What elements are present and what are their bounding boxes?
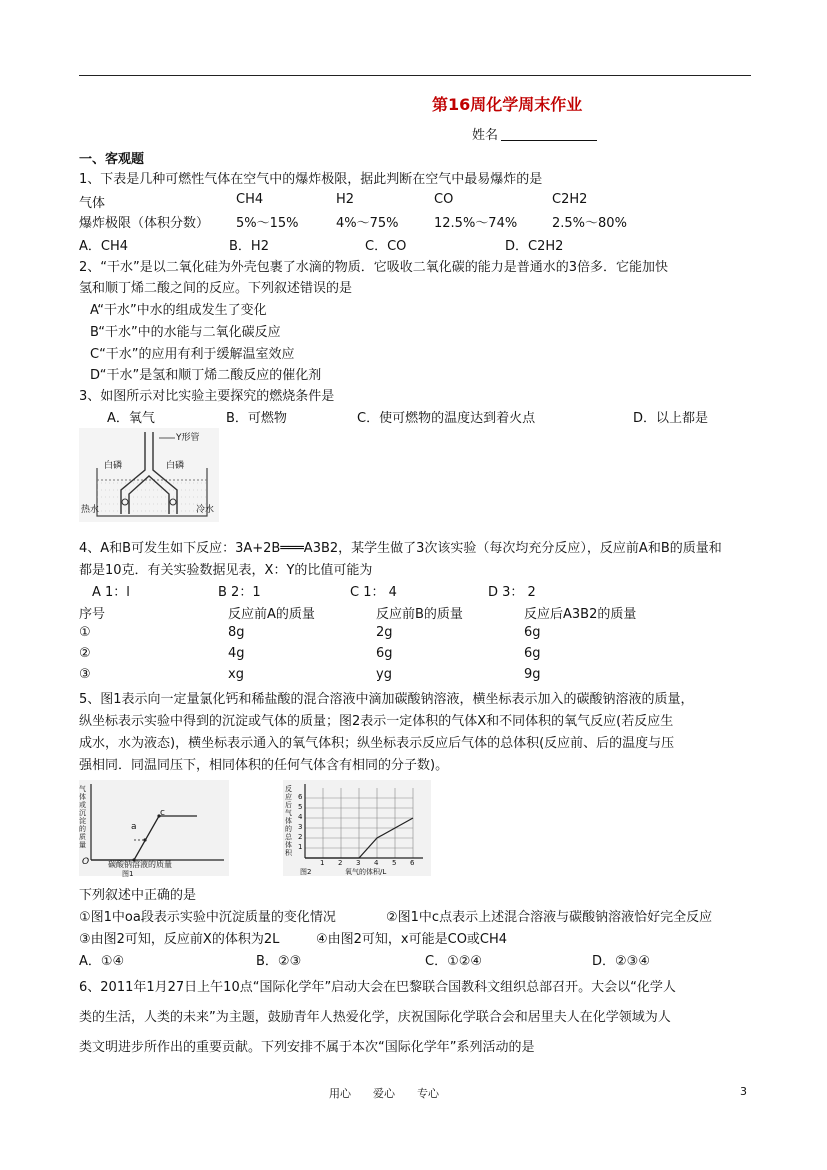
q4-table-cell: ① [79,625,91,640]
q3-option-b[interactable]: B．可燃物 [226,411,287,426]
q1-cell: 4%～75% [336,216,399,231]
q2-option-c[interactable]: C“干水”的应用有利于缓解温室效应 [90,347,295,362]
q1-cell: 12.5%～74% [434,216,518,231]
page-title: 第16周化学周末作业 [432,95,583,114]
fig2-ytick: 3 [298,823,303,831]
q3-option-a[interactable]: A．氧气 [107,411,155,426]
q1-option-b[interactable]: B．H2 [229,239,269,254]
q4-table-header: 反应前A的质量 [228,607,315,622]
q1-cell: 爆炸极限（体积分数） [79,216,210,231]
q5-stem-line2: 纵坐标表示实验中得到的沉淀或气体的质量；图2表示一定体积的气体X和不同体积的氧气反应(若反应生 [79,714,674,729]
q5-statement-2: ②图1中c点表示上述混合溶液与碳酸钠溶液恰好完全反应 [386,910,713,925]
q5-statement-1: ①图1中oa段表示实验中沉淀质量的变化情况 [79,910,336,925]
fig1-ylabel: 气体或沉淀的质量 [79,785,86,849]
q4-table-header: 序号 [79,607,106,622]
q2-stem-line1: 2、“干水”是以二氧化硅为外壳包裹了水滴的物质．它吸收二氧化碳的能力是普通水的3倍多．它能加快 [79,260,669,275]
fig2-xtick: 2 [338,859,343,867]
fig-label-white-phos-right: 白磷 [166,461,185,471]
fig2-xtick: 1 [320,859,325,867]
fig2-ytick: 6 [298,793,303,801]
fig-label-hot-water: 热水 [81,505,100,515]
q1-cell: H2 [336,192,355,207]
q4-table-cell: ② [79,646,91,661]
fig2-ytick: 4 [298,813,303,821]
q4-table-cell: 6g [376,646,393,661]
q2-option-d[interactable]: D“干水”是氢和顺丁烯二酸反应的催化剂 [90,368,322,383]
q4-table-cell: xg [228,667,244,682]
top-rule [79,75,751,76]
footer-motto: 用心 爱心 专心 [329,1087,439,1100]
q4-stem-line2: 都是10克．有关实验数据见表，X：Y的比值可能为 [79,563,373,578]
q1-cell: C2H2 [552,192,588,207]
q4-table-cell: 6g [524,646,541,661]
fig2-xtick: 3 [356,859,361,867]
q2-stem-line2: 氢和顺丁烯二酸之间的反应。下列叙述错误的是 [79,281,353,296]
q4-table-cell: yg [376,667,392,682]
fig2-xlabel: 氧气的体积/L [345,868,387,876]
q1-option-c[interactable]: C．CO [365,239,407,254]
q4-table-cell: ③ [79,667,91,682]
fig-label-cold-water: 冷水 [196,505,215,515]
fig2-xtick: 4 [374,859,379,867]
fig1-origin: O [82,857,90,867]
q5-stem-line1: 5、图1表示向一定量氯化钙和稀盐酸的混合溶液中滴加碳酸钠溶液，横坐标表示加入的碳酸钠溶液的质量， [79,692,694,707]
fig1-xlabel: 碳酸钠溶液的质量 [108,860,172,869]
q5-statement-4: ④由图2可知，x可能是CO或CH4 [316,932,508,947]
q1-cell: 2.5%～80% [552,216,627,231]
q5-option-d[interactable]: D．②③④ [592,954,650,969]
page-number: 3 [740,1085,747,1098]
fig-label-white-phos-left: 白磷 [104,461,123,471]
q4-table-header: 反应前B的质量 [376,607,463,622]
q4-table-cell: 4g [228,646,245,661]
q3-option-c[interactable]: C．使可燃物的温度达到着火点 [357,411,536,426]
fig2-ylabel: 反应后气体的总体积 [285,785,292,857]
fig2-xtick: 6 [410,859,415,867]
q4-option-a[interactable]: A 1：l [92,585,130,600]
q4-stem-line1: 4、A和B可发生如下反应：3A+2B═══A3B2，某学生做了3次该实验（每次均充分反应），反应前A和B的质量和 [79,541,722,556]
q4-option-b[interactable]: B 2：1 [218,585,261,600]
q4-table-cell: 6g [524,625,541,640]
q6-stem-line2: 类的生活，人类的未来”为主题，鼓励青年人热爱化学，庆祝国际化学联合会和居里夫人在化学领域为人 [79,1010,671,1025]
name-label: 姓名 [472,128,499,143]
fig2-xtick: 5 [392,859,397,867]
q1-cell: 气体 [79,196,106,211]
fig1-caption: 图1 [122,870,134,878]
q5-lead: 下列叙述中正确的是 [79,888,197,903]
q1-option-d[interactable]: D．C2H2 [505,239,564,254]
fig1-label-a: a [131,822,137,832]
q4-table-cell: 2g [376,625,393,640]
q4-table-cell: 9g [524,667,541,682]
fig2-caption: 图2 [300,868,312,876]
q4-table-cell: 8g [228,625,245,640]
q1-cell: CO [434,192,454,207]
name-blank[interactable] [501,140,597,141]
q2-option-a[interactable]: A“干水”中水的组成发生了变化 [90,303,267,318]
fig2-ytick: 2 [298,833,303,841]
q5-stem-line3: 成水，水为液态)，横坐标表示通入的氧气体积；纵坐标表示反应后气体的总体积(反应前、后的温度与压 [79,736,675,751]
q1-cell: CH4 [236,192,264,207]
q5-statement-3: ③由图2可知，反应前X的体积为2L [79,932,280,947]
q5-option-b[interactable]: B．②③ [256,954,302,969]
q4-option-d[interactable]: D 3： 2 [488,585,536,600]
q1-option-a[interactable]: A．CH4 [79,239,129,254]
q5-option-c[interactable]: C．①②④ [425,954,483,969]
fig-label-ytube: Y形管 [176,433,200,443]
q5-stem-line4: 强相同．同温同压下，相同体积的任何气体含有相同的分子数)。 [79,758,449,773]
q6-stem-line3: 类文明进步所作出的重要贡献。下列安排不属于本次“国际化学年”系列活动的是 [79,1040,535,1055]
fig2-ytick: 1 [298,843,303,851]
q4-option-c[interactable]: C 1： 4 [350,585,397,600]
q3-stem: 3、如图所示对比实验主要探究的燃烧条件是 [79,389,335,404]
fig1-label-c: c [160,808,165,818]
q5-option-a[interactable]: A．①④ [79,954,125,969]
q1-cell: 5%～15% [236,216,299,231]
q2-option-b[interactable]: B“干水”中的水能与二氧化碳反应 [90,325,281,340]
fig2-ytick: 5 [298,803,303,811]
section-heading: 一、客观题 [79,152,145,167]
q6-stem-line1: 6、2011年1月27日上午10点“国际化学年”启动大会在巴黎联合国教科文组织总部召开。大会以“化学人 [79,980,676,995]
q3-option-d[interactable]: D．以上都是 [633,411,709,426]
q1-stem: 1、下表是几种可燃性气体在空气中的爆炸极限，据此判断在空气中最易爆炸的是 [79,172,543,187]
q4-table-header: 反应后A3B2的质量 [524,607,637,622]
